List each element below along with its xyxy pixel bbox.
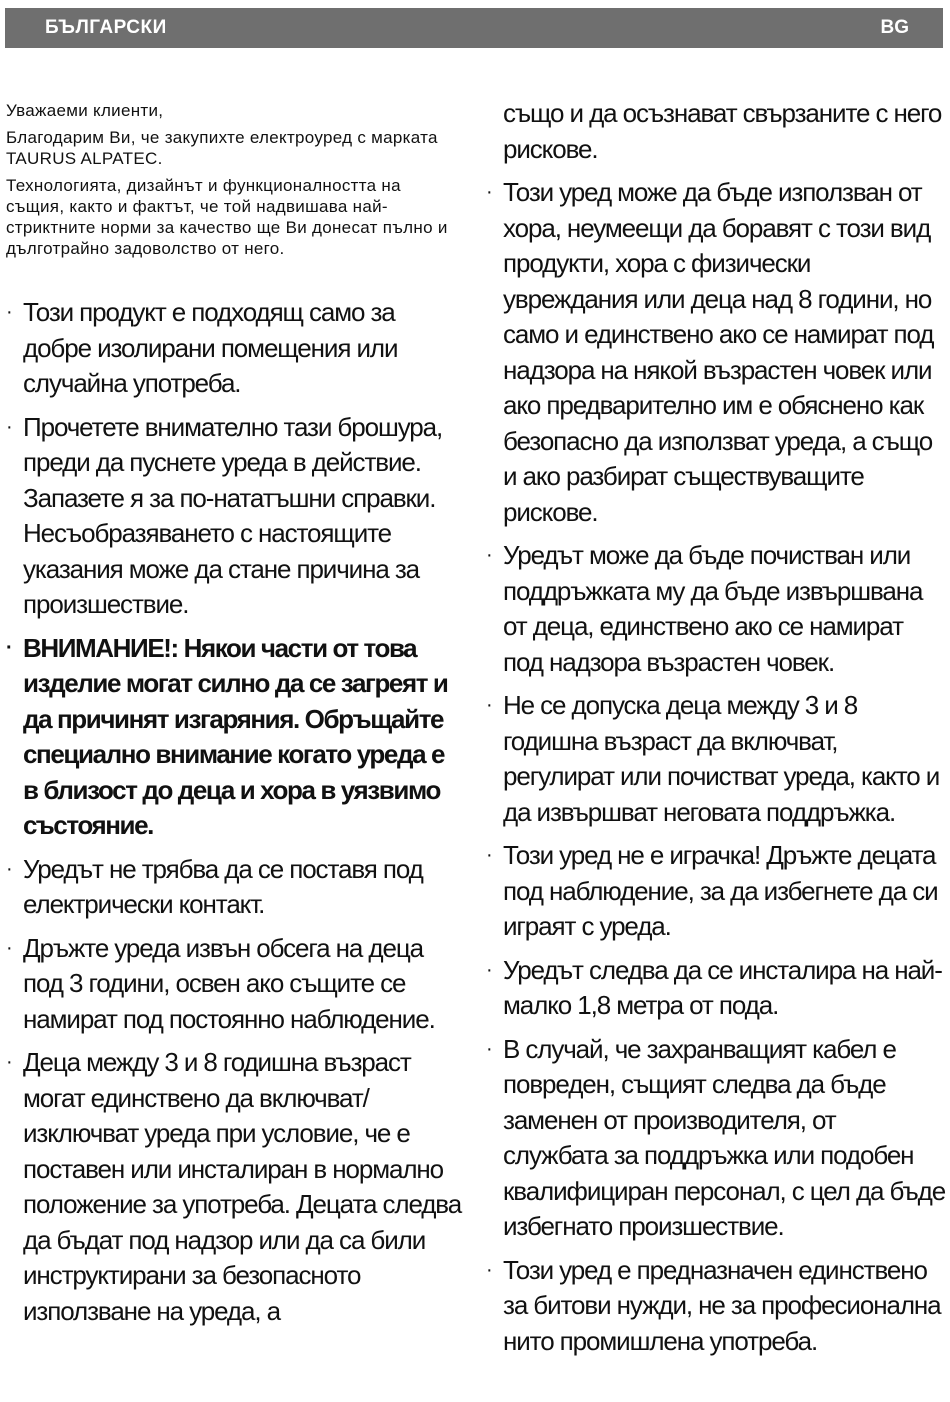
bullet-icon: · <box>6 1051 13 1073</box>
safety-item-text: В случай, че захранващият кабел е повреден, същият следва да бъде заменен от производителя, от службата за поддръжка или подобен квалифициран персонал, с цел да бъде избегнато произшествие. <box>503 1033 946 1241</box>
safety-item-continuation <box>486 96 946 167</box>
section-title: БЪЛГАРСКИ <box>45 17 167 38</box>
safety-item <box>486 688 946 830</box>
right-column <box>486 96 946 1367</box>
safety-list-right <box>486 96 946 1359</box>
safety-list-left <box>6 295 462 1329</box>
safety-item-text: Не се допуска деца между 3 и 8 годишна възраст да включват, регулират или почистват уреда, както и да извършват неговата поддръжка. <box>503 690 940 827</box>
safety-item <box>6 852 462 923</box>
intro-thanks: Благодарим Ви, че закупихте електроуред с марката TAURUS ALPATEC. <box>6 128 438 168</box>
left-column <box>6 100 462 1337</box>
intro-greeting: Уважаеми клиенти, <box>6 101 164 120</box>
safety-item <box>486 1253 946 1360</box>
bullet-icon: · <box>6 415 13 438</box>
safety-item-text: Деца между 3 и 8 годишна възраст могат единствено да включват/изключват уреда при условие, че е поставен или инсталиран в нормално положение за употреба. Децата следва да бъдат под надзор или да са били инструктирани за безопасното използване на уреда, а <box>23 1047 462 1326</box>
bullet-icon: · <box>486 181 493 203</box>
bullet-icon: · <box>486 1258 493 1281</box>
bullet-icon: · <box>6 936 13 959</box>
safety-item <box>486 953 946 1024</box>
safety-item <box>486 538 946 680</box>
safety-item <box>6 410 462 623</box>
bullet-icon: · <box>6 636 13 659</box>
safety-item-text: Този уред е предназначен единствено за битови нужди, не за професионална нито промишлена употреба. <box>503 1254 941 1356</box>
intro <box>6 100 462 259</box>
safety-item <box>6 931 462 1038</box>
header-bar <box>5 8 943 48</box>
safety-item <box>6 295 462 402</box>
bullet-icon: · <box>6 857 13 880</box>
safety-item-text: Уредът може да бъде почистван или поддръжката му да бъде извършвана от деца, единствено ако се намират под надзора възрастен човек. <box>503 540 923 677</box>
intro-technology: Технологията, дизайнът и функционалността на същия, както и фактът, че той надвишава най-стриктните норми за качество ще Ви донесат пълно и дълготрайно задоволство от него. <box>6 176 448 258</box>
bullet-icon: · <box>486 958 493 981</box>
safety-item-text: Прочетете внимателно тази брошура, преди да пуснете уреда в действие. Запазете я за по-нататъшни справки. Несъобразяването с настоящите указания може да стане причина за произшествие. <box>23 411 443 619</box>
safety-item <box>486 1032 946 1245</box>
safety-item-text: Този уред не е играчка! Дръжте децата под наблюдение, за да избегнете да си играят с уреда. <box>503 840 938 941</box>
safety-item <box>486 175 946 530</box>
safety-item <box>486 838 946 945</box>
bullet-icon: · <box>6 301 13 323</box>
safety-item-text: също и да осъзнават свързаните с него рискове. <box>503 98 942 164</box>
bullet-icon: · <box>486 844 493 866</box>
safety-item-text: Този уред може да бъде използван от хора, неумеещи да боравят с този вид продукти, хора с физически увреждания или деца над 8 години, но само и единствено ако се намират под надзора на някой възрастен човек или ако предварително им е обяснено как безопасно да използват уреда, а също и ако разбират съществуващите рискове. <box>503 177 934 527</box>
safety-item <box>6 1045 462 1329</box>
bullet-icon: · <box>486 694 493 716</box>
warning-item-text: ВНИМАНИЕ!: Някои части от това изделие могат силно да се загреят и да причинят изгаряния. Обръщайте специално внимание когато уреда е в близост до деца и хора в уязвимо състояние. <box>23 632 448 840</box>
safety-item-text: Уредът не трябва да се поставя под електрически контакт. <box>23 853 423 919</box>
warning-item <box>6 631 462 844</box>
bullet-icon: · <box>486 544 493 566</box>
safety-item-text: Дръжте уреда извън обсега на деца под 3 години, освен ако същите се намират под постоянно наблюдение. <box>23 932 435 1034</box>
language-code: BG <box>880 17 909 38</box>
safety-item-text: Уредът следва да се инсталира на най-малко 1,8 метра от пода. <box>503 954 942 1020</box>
bullet-icon: · <box>486 1037 493 1060</box>
safety-item-text: Този продукт е подходящ само за добре изолирани помещения или случайна употреба. <box>23 297 398 398</box>
